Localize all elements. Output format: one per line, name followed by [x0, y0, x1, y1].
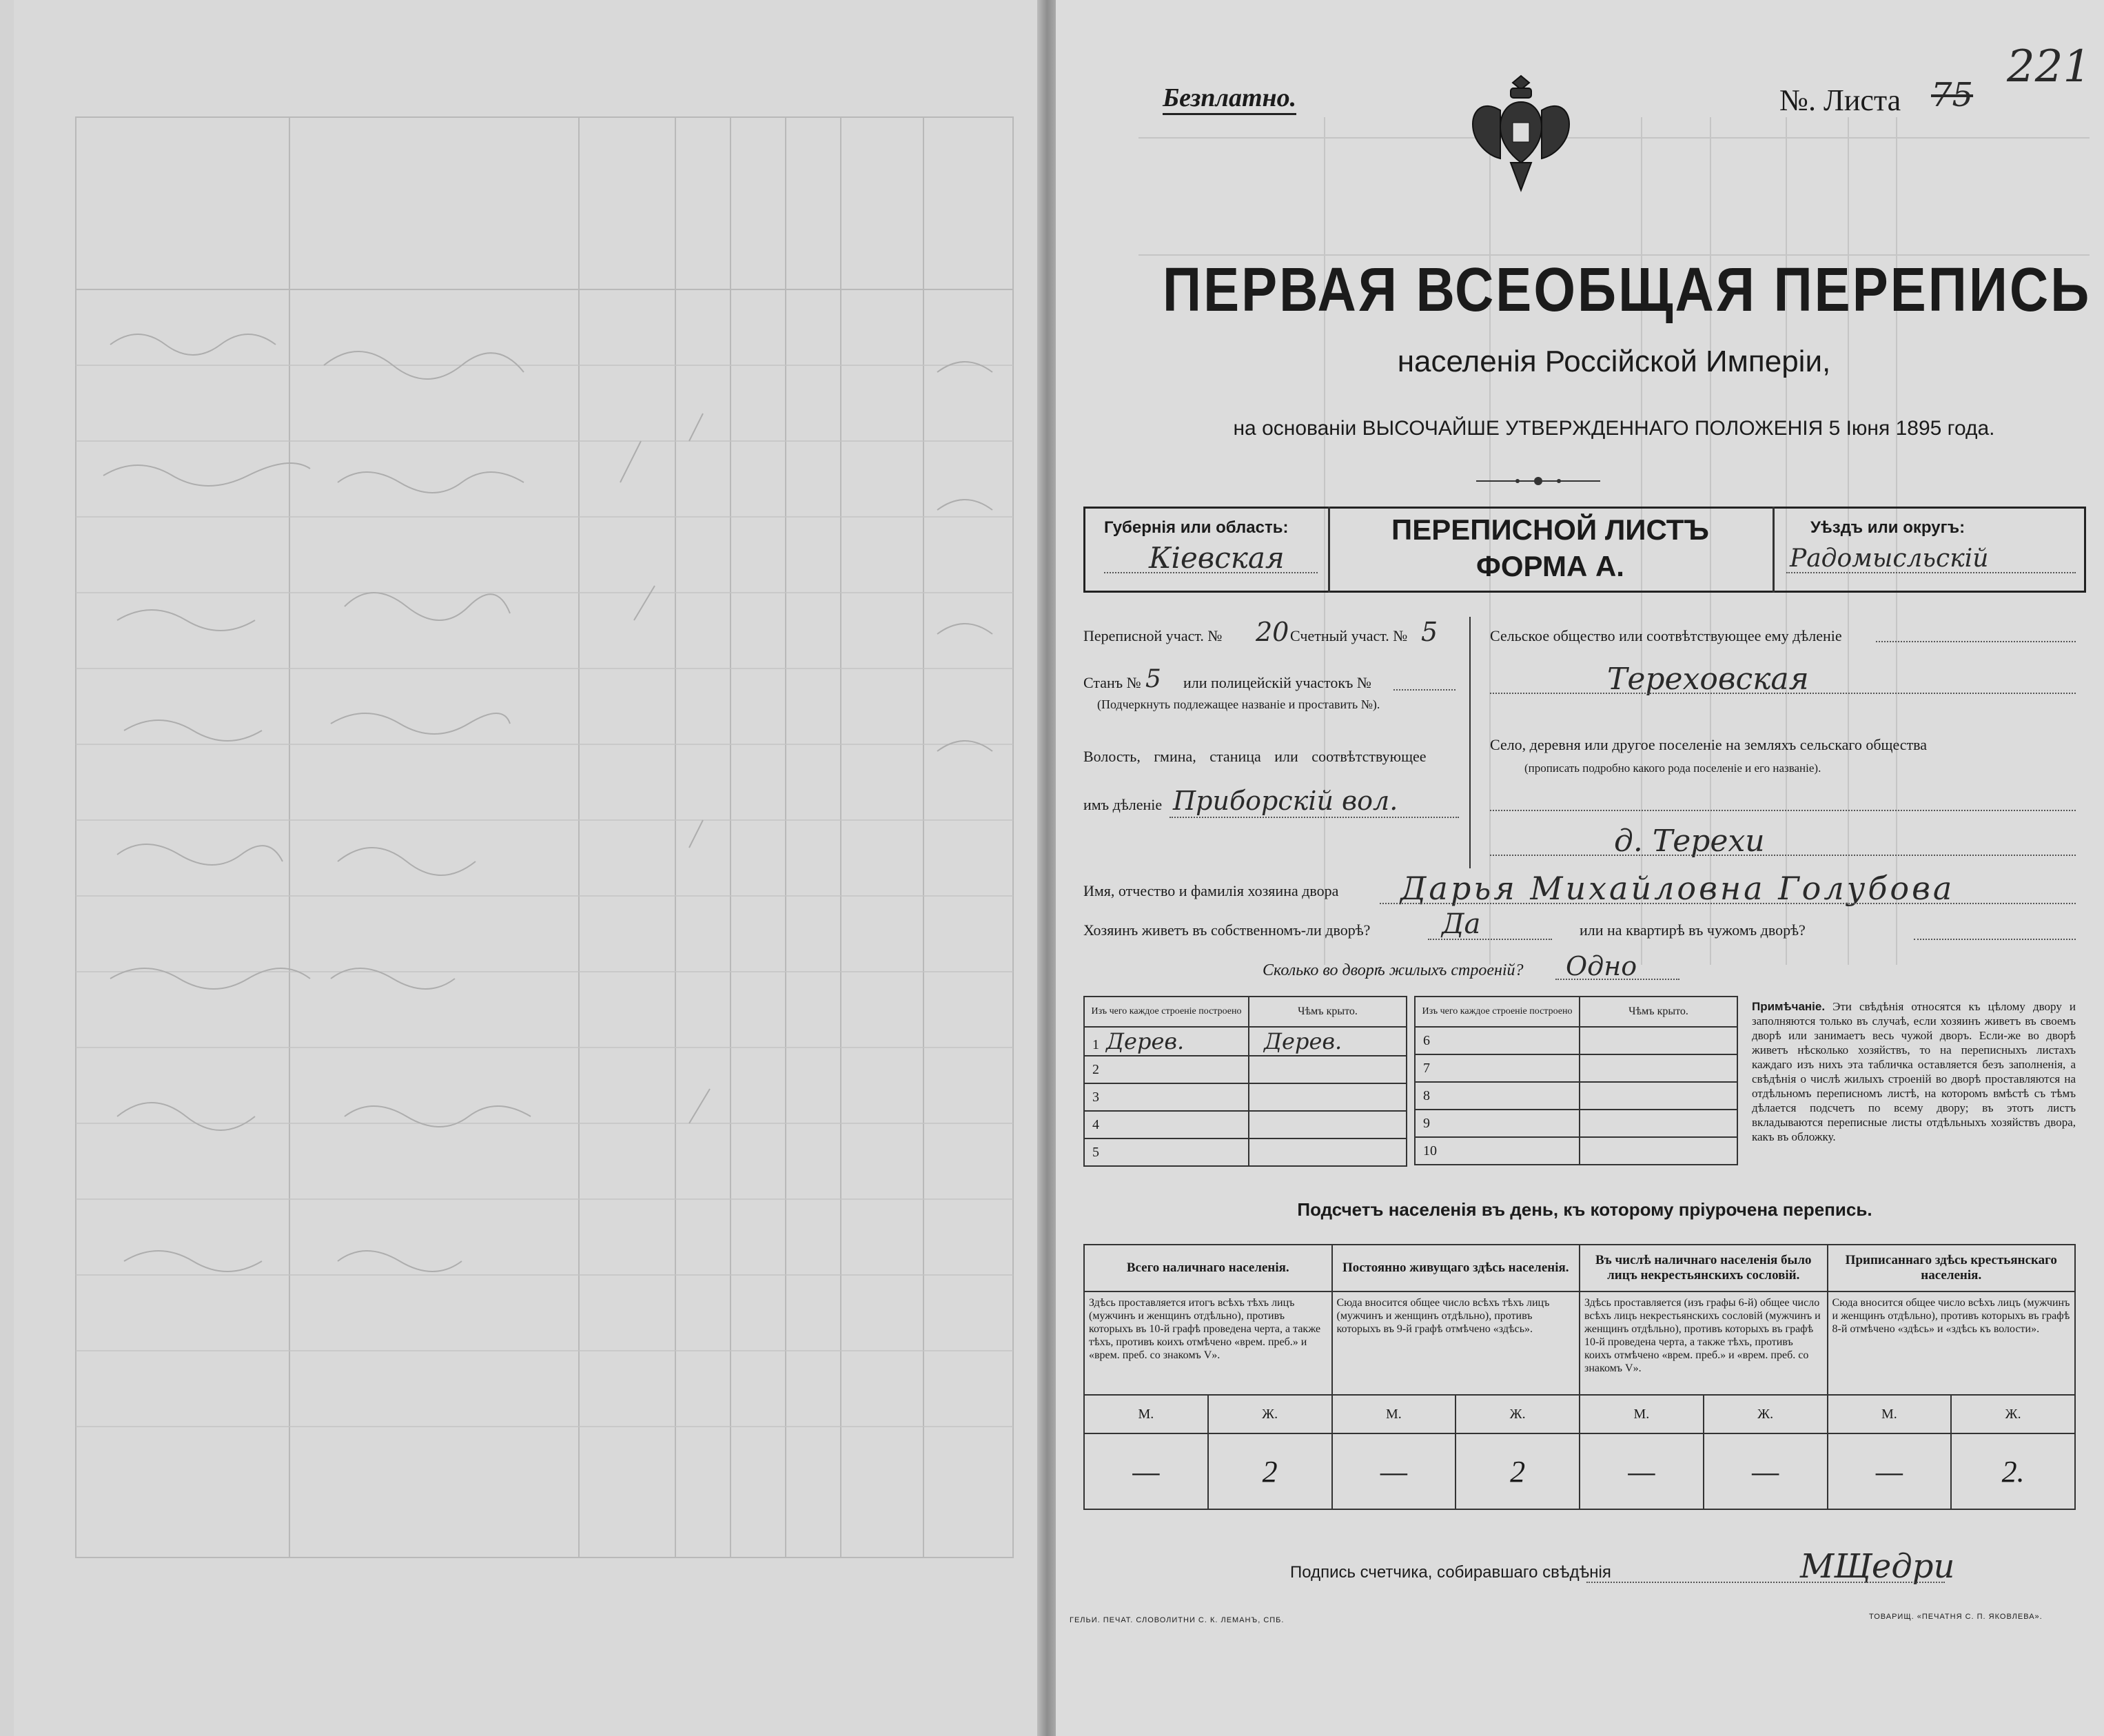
- owner-name-label: Имя, отчество и фамилія хозяина двора: [1083, 882, 1339, 899]
- stan-value: 5: [1145, 665, 1161, 693]
- building-row-1: [1084, 1027, 1249, 1056]
- building-row-4: [1084, 1111, 1249, 1138]
- note-title: Примѣчаніе.: [1752, 1000, 1826, 1013]
- female-label: Ж.: [1951, 1395, 2075, 1433]
- ornament-divider: [1476, 474, 1600, 488]
- male-label: М.: [1084, 1395, 1208, 1433]
- population-heading: Подсчетъ населенія въ день, къ которому пріурочена перепись.: [1297, 1199, 1872, 1220]
- divider: [1773, 507, 1775, 593]
- roof-header: Чѣмъ крыто.: [1580, 997, 1737, 1027]
- double-headed-eagle-emblem: [1469, 69, 1573, 200]
- sheet-number-value: 75: [1931, 76, 1974, 114]
- stan-note: (Подчеркнуть подлежащее названіе и проставить №).: [1097, 697, 1380, 711]
- non-peasant-male: —: [1580, 1433, 1704, 1509]
- fields-divider: [1469, 617, 1471, 868]
- free-label: Безплатно.: [1163, 83, 1296, 115]
- census-district-value: 20: [1256, 617, 1289, 647]
- total-male: —: [1084, 1433, 1208, 1509]
- volost-label: Волость, гмина, станица или соотвѣтствующее: [1083, 748, 1427, 765]
- dotted-line: [1786, 572, 2076, 573]
- male-label: М.: [1580, 1395, 1704, 1433]
- province-label: Губернія или область:: [1104, 518, 1289, 537]
- census-district-label: Переписной участ. №: [1083, 627, 1223, 644]
- building-row-3: [1084, 1083, 1249, 1111]
- building-row-5: [1084, 1138, 1249, 1166]
- sheet-number-label: №. Листа: [1779, 83, 1901, 117]
- row-number: 8: [1423, 1087, 1430, 1103]
- dotted-line: [1393, 689, 1456, 691]
- pop-col-desc: Сюда вносится общее число всѣхъ лицъ (мужчинъ и женщинъ отдѣльно), противъ которыхъ въ графѣ 8-й отмѣчено «здѣсь» и «здѣсь къ волости».: [1828, 1291, 2076, 1395]
- pop-col-desc: Сюда вносится общее число всѣхъ тѣхъ лицъ (мужчинъ и женщинъ отдѣльно), противъ которыхъ въ 9-й графѣ отмѣчено «здѣсь».: [1332, 1291, 1580, 1395]
- dotted-line: [1586, 1582, 1945, 1583]
- bleedthrough-grid: [14, 0, 1048, 1736]
- note-block: [1752, 999, 2076, 1144]
- province-value: Кіевская: [1149, 541, 1285, 575]
- row-number: 4: [1092, 1116, 1099, 1132]
- male-label: М.: [1828, 1395, 1952, 1433]
- permanent-female: 2: [1456, 1433, 1580, 1509]
- dotted-line: [1170, 817, 1459, 818]
- left-page-bleedthrough: [14, 0, 1049, 1736]
- registered-female: 2.: [1951, 1433, 2075, 1509]
- roof-header: Чѣмъ крыто.: [1249, 997, 1407, 1027]
- owner-lives-label: Хозяинъ живетъ въ собственномъ-ли дворѣ?: [1083, 921, 1371, 939]
- society-label: Сельское общество или соотвѣтствующее ему дѣленіе: [1490, 627, 1842, 644]
- building-row-6: [1415, 1027, 1580, 1054]
- building-row-7: [1415, 1054, 1580, 1082]
- row-number: 1: [1092, 1037, 1099, 1052]
- building-row-8: [1415, 1082, 1580, 1110]
- dotted-line: [1380, 903, 2076, 904]
- pop-col-title: Въ числѣ наличнаго населенія было лицъ некрестьянскихъ сословій.: [1580, 1245, 1828, 1291]
- registered-male: —: [1828, 1433, 1952, 1509]
- male-label: М.: [1332, 1395, 1456, 1433]
- pop-col-title: Приписаннаго здѣсь крестьянскаго населенія.: [1828, 1245, 2076, 1291]
- main-title: ПЕРВАЯ ВСЕОБЩАЯ ПЕРЕПИСЬ: [1163, 254, 2092, 325]
- subtitle: населенія Россійской Имперіи,: [1397, 345, 1831, 378]
- buildings-label: Сколько во дворѣ жилыхъ строеній?: [1263, 961, 1524, 979]
- village-note: (прописать подробно какого рода поселеніе и его названіе).: [1524, 762, 1821, 775]
- society-value: Тереховская: [1607, 662, 1809, 697]
- form-title: ПЕРЕПИСНОЙ ЛИСТЪ: [1391, 513, 1709, 546]
- dotted-line: [1876, 641, 2076, 642]
- counter-signature: МЩедри: [1800, 1547, 1955, 1586]
- building-roof: Дерев.: [1264, 1028, 1342, 1054]
- row-number: 7: [1423, 1060, 1430, 1076]
- police-label: или полицейскій участокъ №: [1183, 674, 1371, 691]
- material-header: Изъ чего каждое строеніе построено: [1415, 997, 1580, 1027]
- row-number: 6: [1423, 1032, 1430, 1048]
- village-label: Село, деревня или другое поселеніе на земляхъ сельскаго общества: [1490, 736, 1928, 753]
- permanent-male: —: [1332, 1433, 1456, 1509]
- female-label: Ж.: [1704, 1395, 1828, 1433]
- buildings-table-left: [1083, 996, 1407, 1167]
- owner-or-label: или на квартирѣ въ чужомъ дворѣ?: [1580, 921, 1806, 939]
- total-female: 2: [1208, 1433, 1332, 1509]
- row-number: 10: [1423, 1143, 1437, 1158]
- dotted-line: [1104, 572, 1318, 573]
- material-header: Изъ чего каждое строеніе построено: [1084, 997, 1249, 1027]
- row-number: 9: [1423, 1115, 1430, 1131]
- non-peasant-female: —: [1704, 1433, 1828, 1509]
- volost-label-2: имъ дѣленіе: [1083, 796, 1163, 813]
- count-district-value: 5: [1421, 617, 1438, 647]
- signature-label: Подпись счетчика, собиравшаго свѣдѣнія: [1290, 1563, 1611, 1582]
- dotted-line: [1428, 939, 1552, 940]
- pop-col-title: Всего наличнаго населенія.: [1084, 1245, 1332, 1291]
- district-label: Уѣздъ или округъ:: [1810, 518, 1965, 537]
- census-form-page: [1056, 0, 2104, 1736]
- building-material: Дерев.: [1106, 1028, 1185, 1054]
- female-label: Ж.: [1208, 1395, 1332, 1433]
- legal-basis: на основаніи ВЫСОЧАЙШЕ УТВЕРЖДЕННАГО ПОЛОЖЕНІЯ 5 Іюня 1895 года.: [1233, 417, 1995, 440]
- row-number: 5: [1092, 1144, 1099, 1160]
- population-table: [1083, 1244, 2076, 1510]
- stan-label: Станъ №: [1083, 674, 1141, 691]
- dotted-line: [1914, 939, 2076, 940]
- pop-col-desc: Здѣсь проставляется итогъ всѣхъ тѣхъ лицъ (мужчинъ и женщинъ отдѣльно), противъ которыхъ въ 10-й графѣ проведена черта, а также тѣхъ, противъ коихъ отмѣчено «врем. преб.» и «врем. преб. со знакомъ V».: [1084, 1291, 1332, 1395]
- dotted-line: [1555, 979, 1679, 980]
- dotted-line: [1490, 810, 2076, 811]
- owner-lives-value: Да: [1442, 908, 1481, 940]
- building-row-10: [1415, 1137, 1580, 1165]
- dotted-line: [1490, 693, 2076, 694]
- building-row-9: [1415, 1110, 1580, 1137]
- sheet-number-handwritten: 221: [2007, 41, 2092, 92]
- printer-imprint-left: ГЕЛЬИ. ПЕЧАТ. СЛОВОЛИТНИ С. К. ЛЕМАНЪ, СПБ.: [1070, 1616, 1285, 1624]
- owner-name-value: Дарья Михайловна Голубова: [1400, 870, 1955, 907]
- pop-col-title: Постоянно живущаго здѣсь населенія.: [1332, 1245, 1580, 1291]
- row-number: 3: [1092, 1089, 1099, 1105]
- female-label: Ж.: [1456, 1395, 1580, 1433]
- printer-imprint-right: ТОВАРИЩ. «ПЕЧАТНЯ С. П. ЯКОВЛЕВА».: [1869, 1613, 2043, 1621]
- dotted-line: [1490, 855, 2076, 856]
- building-row-2: [1084, 1056, 1249, 1083]
- form-subtitle: ФОРМА А.: [1476, 550, 1624, 582]
- village-value: д. Терехи: [1614, 824, 1765, 859]
- row-number: 2: [1092, 1061, 1099, 1077]
- pop-col-desc: Здѣсь проставляется (изъ графы 6-й) общее число всѣхъ лицъ некрестьянскихъ сословій (мужчинъ и женщинъ отдѣльно), противъ которыхъ въ графѣ 10-й проведена черта, а также тѣхъ, противъ коихъ отмѣчено «врем. преб.» и «врем. преб. со знакомъ V».: [1580, 1291, 1828, 1395]
- note-text: Эти свѣдѣнія относятся къ цѣлому двору и заполняются только въ случаѣ, если хозяинъ живетъ въ своемъ дворѣ или занимаетъ весь чужой дворъ. Если-же во дворѣ живетъ нѣсколько хозяйствъ, то на переписныхъ листахъ каждаго изъ нихъ эта табличка оставляется безъ заполненія, а свѣдѣнія о числѣ жилыхъ строеній во дворѣ проставляются на отдѣльномъ переписномъ листѣ, на которомъ вмѣстѣ съ тѣмъ дѣлается подсчетъ по всему двору; въ этотъ листъ вкладываются переписные листы отдѣльныхъ хозяйствъ двора, какъ въ обложку.: [1752, 1000, 2076, 1143]
- volost-value: Приборскій вол.: [1173, 786, 1398, 816]
- district-value: Радомысльскій: [1790, 544, 1989, 573]
- buildings-table-right: [1414, 996, 1738, 1165]
- buildings-value: Одно: [1566, 951, 1637, 981]
- count-district-label: Счетный участ. №: [1290, 627, 1408, 644]
